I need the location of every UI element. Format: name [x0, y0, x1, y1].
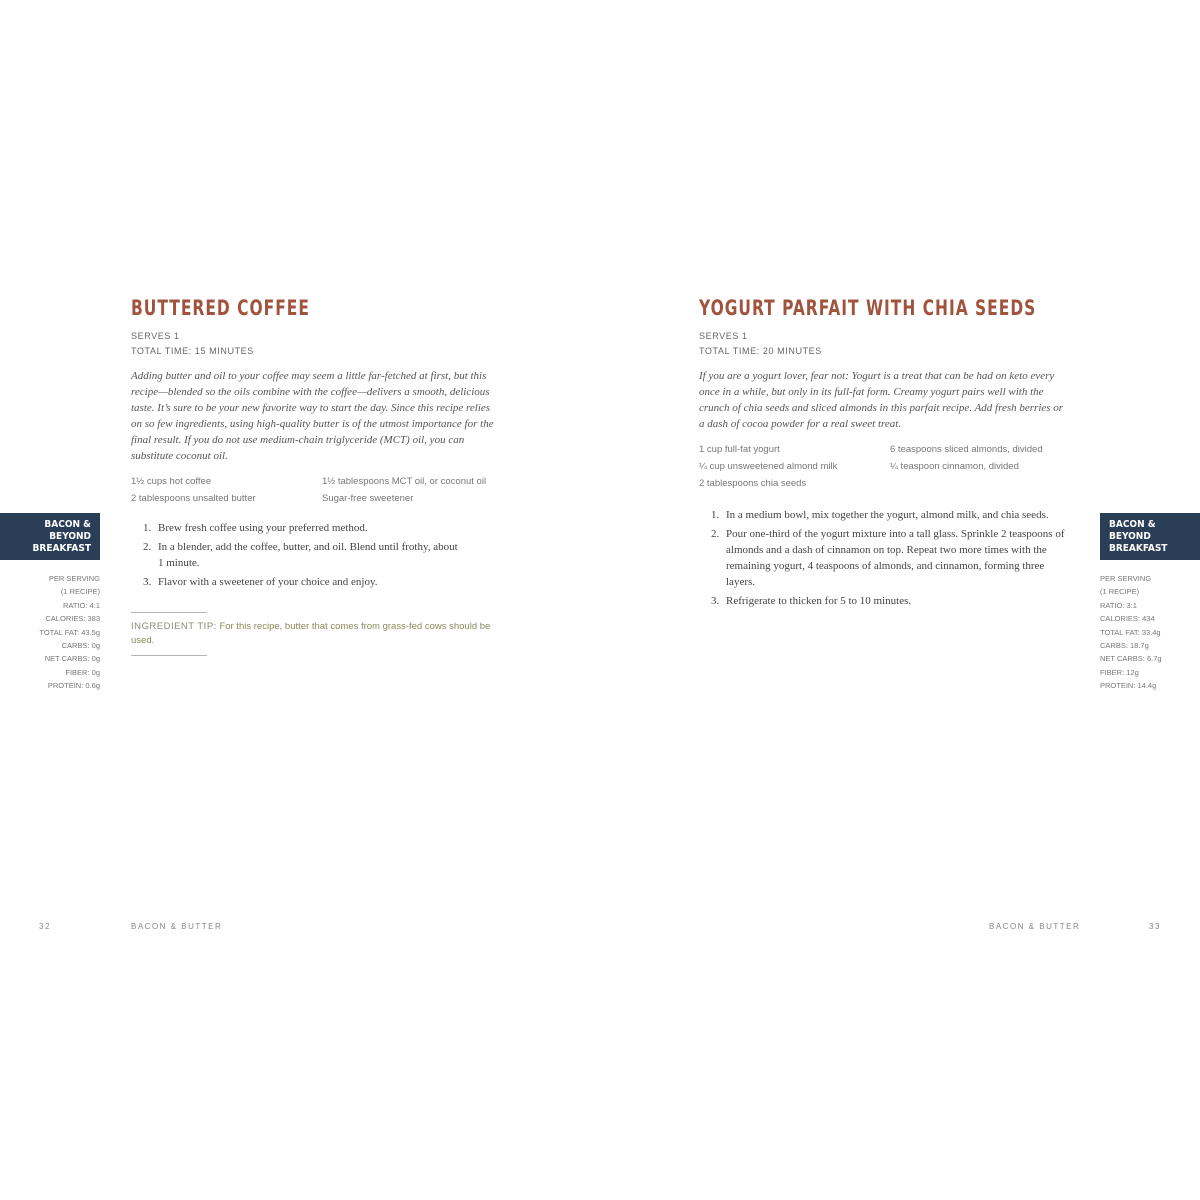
total-time-label: TOTAL TIME: 20 MINUTES: [699, 346, 822, 356]
nutrition-line: PER SERVING: [1100, 574, 1152, 583]
step-number: 3.: [711, 595, 720, 607]
step-text: Brew fresh coffee using your preferred method.: [158, 522, 368, 534]
ingredient-item: 1½ cups hot coffee: [131, 476, 212, 487]
step-number: 3.: [143, 576, 152, 588]
step-text: Flavor with a sweetener of your choice and enjoy.: [158, 576, 378, 588]
nutrition-line: (1 RECIPE): [60, 587, 100, 597]
tip-divider-top: [131, 612, 207, 613]
nutrition-line: CALORIES: 383: [45, 614, 100, 624]
ingredient-item: 6 teaspoons sliced almonds, divided: [890, 444, 1043, 455]
recipe-intro: If you are a yogurt lover, fear not: Yogurt is a treat that can be had on keto every once in a while, but only in its full-fat form. Creamy yogurt pairs well with the crunch of chia seeds and sliced almonds in this parfait recipe. Add fresh berries or a dash of cocoa powder for a real sweet treat.: [699, 370, 1064, 430]
nutrition-info: [39, 572, 100, 693]
recipe-meta: [699, 329, 822, 359]
nutrition-line: NET CARBS: 0g: [44, 654, 100, 664]
nutrition-line: RATIO: 3:1: [1100, 600, 1137, 610]
recipe-steps: [131, 520, 461, 593]
step-text: In a blender, add the coffee, butter, and oil. Blend until frothy, about 1 minute.: [158, 541, 458, 569]
nutrition-line: (1 RECIPE): [1100, 587, 1140, 597]
section-tab: [0, 513, 100, 560]
step-item: [131, 539, 461, 571]
total-time-label: TOTAL TIME: 15 MINUTES: [131, 346, 254, 356]
ingredient-item: ¼ cup unsweetened almond milk: [699, 461, 838, 472]
ingredient-item: Sugar-free sweetener: [322, 493, 414, 504]
running-head: BACON & BUTTER: [131, 922, 223, 931]
nutrition-line: CARBS: 0g: [61, 641, 100, 651]
nutrition-line: CALORIES: 434: [1100, 614, 1155, 624]
ingredients-column-2: [322, 473, 486, 507]
step-number: 1.: [711, 509, 720, 521]
ingredients-column-2: [890, 441, 1043, 475]
serves-label: SERVES 1: [699, 331, 748, 341]
ingredients-column-1: [131, 473, 256, 507]
step-text: Pour one-third of the yogurt mixture into a tall glass. Sprinkle 2 teaspoons of almonds and a dash of cinnamon on top. Repeat two more times with the remaining yogurt, 4 teaspoons of almonds, and cinnamon, forming three layers.: [726, 528, 1065, 588]
ingredient-item: 1½ tablespoons MCT oil, or coconut oil: [322, 476, 487, 487]
step-item: [699, 507, 1071, 523]
step-number: 2.: [143, 541, 152, 553]
serves-label: SERVES 1: [131, 331, 180, 341]
step-item: [699, 526, 1071, 590]
ingredient-item: 1 cup full-fat yogurt: [699, 444, 780, 455]
ingredient-item: 2 tablespoons unsalted butter: [131, 493, 256, 504]
nutrition-line: PROTEIN: 14.4g: [1100, 681, 1157, 691]
page-number: 32: [39, 922, 51, 931]
step-item: [131, 574, 461, 590]
nutrition-line: FIBER: 12g: [1100, 667, 1139, 677]
nutrition-line: PER SERVING: [48, 574, 100, 583]
running-head: BACON & BUTTER: [989, 922, 1081, 931]
ingredients-column-1: [699, 441, 837, 492]
recipe-steps: [699, 507, 1071, 612]
section-tab-line: BACON & BEYOND: [44, 518, 91, 542]
nutrition-line: PROTEIN: 0.6g: [47, 681, 100, 691]
tip-label: INGREDIENT TIP:: [131, 621, 217, 632]
nutrition-line: CARBS: 18.7g: [1100, 641, 1149, 651]
recipe-title: YOGURT PARFAIT WITH CHIA SEEDS: [699, 296, 1037, 320]
section-tab-line: BREAKFAST: [32, 542, 91, 554]
nutrition-line: NET CARBS: 6.7g: [1100, 654, 1162, 664]
step-text: Refrigerate to thicken for 5 to 10 minutes.: [726, 595, 912, 607]
step-item: [699, 593, 1071, 609]
nutrition-line: TOTAL FAT: 33.4g: [1100, 627, 1161, 637]
ingredient-item: 2 tablespoons chia seeds: [699, 478, 807, 489]
step-number: 1.: [143, 522, 152, 534]
tip-text: For this recipe, butter that comes from grass-fed cows should be used.: [131, 621, 491, 646]
nutrition-line: RATIO: 4:1: [63, 600, 100, 610]
section-tab-line: BREAKFAST: [1109, 542, 1168, 554]
page-number: 33: [1149, 922, 1161, 931]
nutrition-line: FIBER: 0g: [65, 667, 100, 677]
nutrition-info: [1100, 572, 1162, 693]
section-tab: [1100, 513, 1200, 560]
section-tab-line: BACON & BEYOND: [1109, 518, 1156, 542]
nutrition-line: TOTAL FAT: 43.5g: [39, 627, 100, 637]
step-text: In a medium bowl, mix together the yogurt, almond milk, and chia seeds.: [726, 509, 1049, 521]
ingredient-tip: [131, 620, 491, 648]
step-number: 2.: [711, 528, 720, 540]
step-item: [131, 520, 461, 536]
recipe-intro: Adding butter and oil to your coffee may seem a little far-fetched at first, but this recipe—blended so the oils combine with the coffee—delivers a smooth, delicious taste. It’s sure to be your new favorite way to start the day. Since this recipe relies on so few ingredients, using high-quality butter is of the utmost importance for the final result. If you do not use medium-chain triglyceride (MCT) oil, you can substitute coconut oil.: [131, 370, 494, 462]
recipe-title: BUTTERED COFFEE: [131, 296, 310, 320]
tip-divider-bottom: [131, 655, 207, 656]
ingredient-item: ¼ teaspoon cinnamon, divided: [890, 461, 1019, 472]
recipe-meta: [131, 329, 254, 359]
